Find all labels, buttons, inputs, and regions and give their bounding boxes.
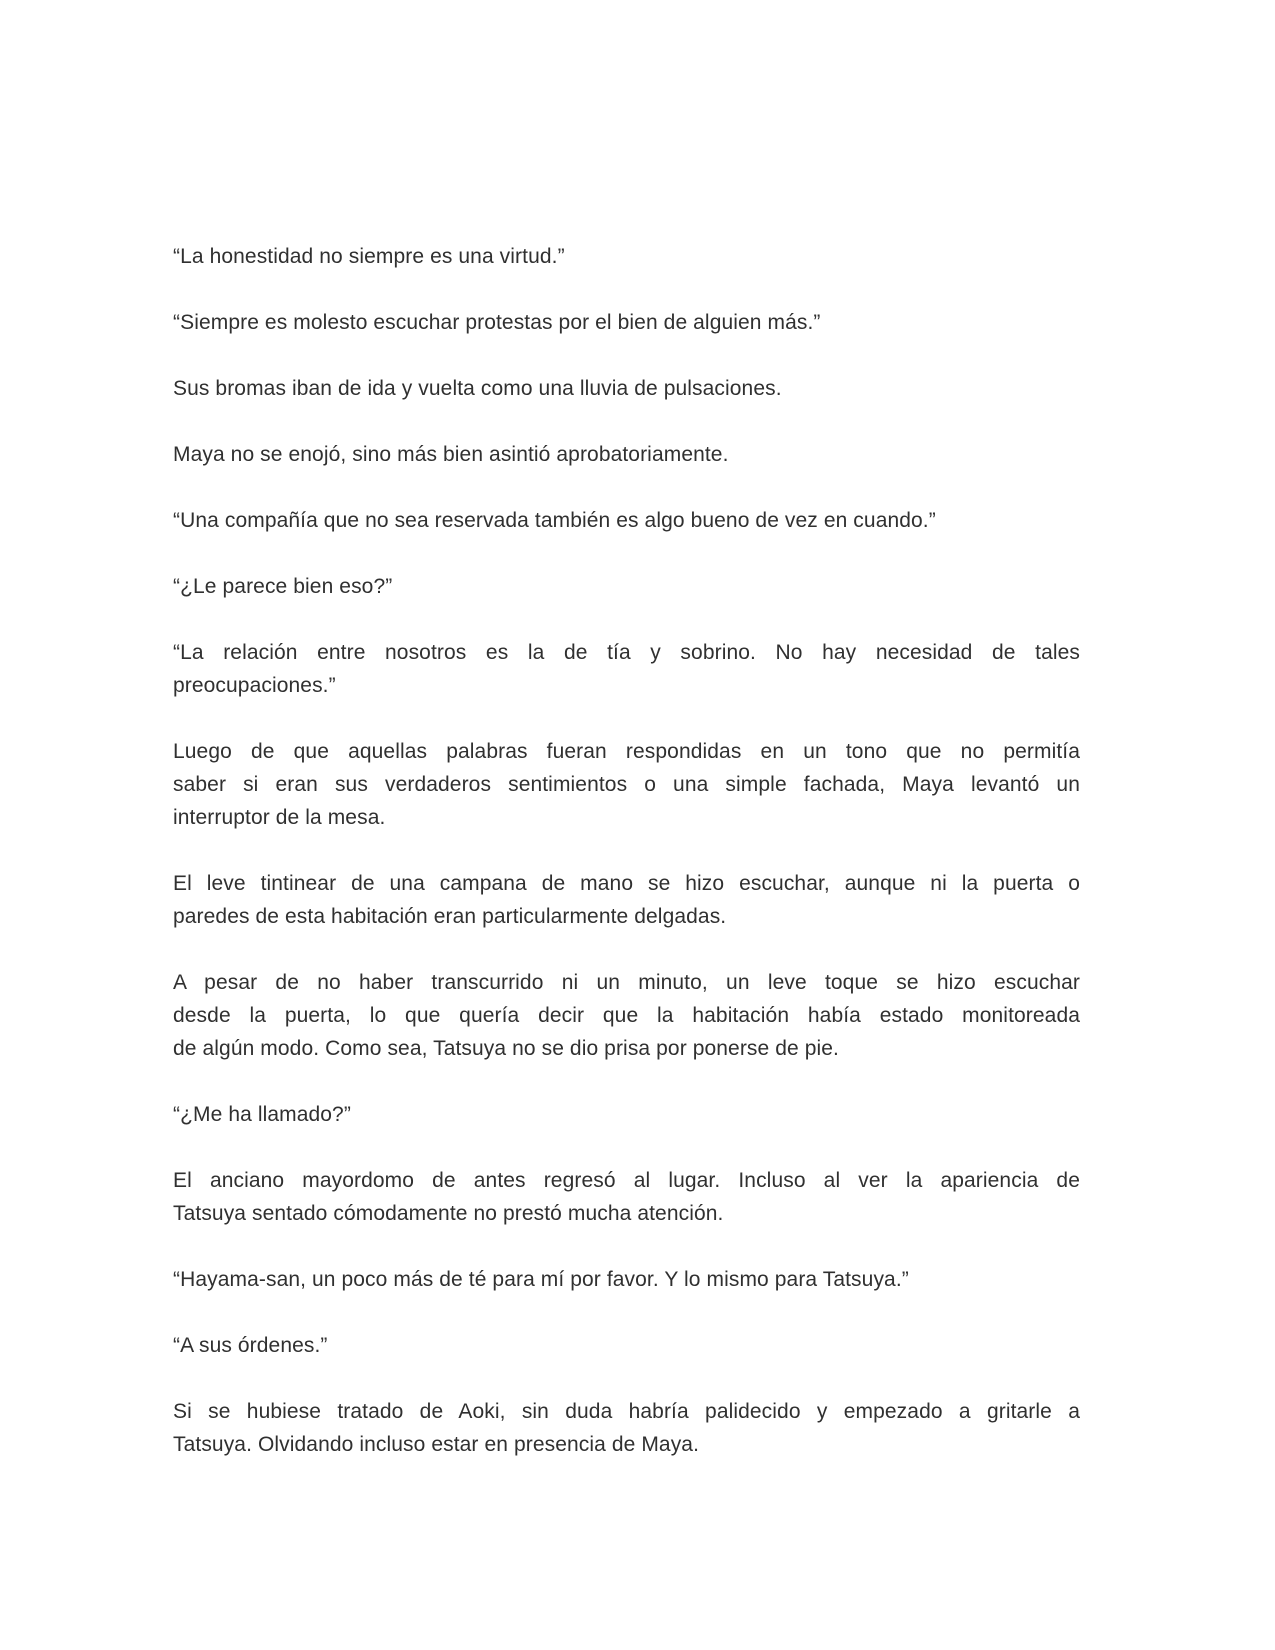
paragraph: [173, 306, 1080, 339]
text-line: A pesar de no haber transcurrido ni un minuto, un leve toque se hizo escuchar: [173, 971, 1080, 994]
text-line: Luego de que aquellas palabras fueran respondidas en un tono que no permitía: [173, 740, 1080, 763]
paragraph: [173, 735, 1080, 834]
text-line: interruptor de la mesa.: [173, 806, 386, 829]
text-line: “Una compañía que no sea reservada también es algo bueno de vez en cuando.”: [173, 509, 936, 532]
paragraph: [173, 1164, 1080, 1230]
paragraph: [173, 867, 1080, 933]
paragraph: [173, 570, 1080, 603]
text-line: Tatsuya. Olvidando incluso estar en presencia de Maya.: [173, 1433, 700, 1456]
paragraph: [173, 372, 1080, 405]
paragraph: [173, 1395, 1080, 1461]
text-line: desde la puerta, lo que quería decir que la habitación había estado monitoreada: [173, 1004, 1080, 1027]
text-line: “Hayama-san, un poco más de té para mí por favor. Y lo mismo para Tatsuya.”: [173, 1268, 909, 1291]
text-line: Sus bromas iban de ida y vuelta como una lluvia de pulsaciones.: [173, 377, 782, 400]
text-line: “La honestidad no siempre es una virtud.”: [173, 245, 565, 268]
paragraph: [173, 966, 1080, 1065]
text-line: Tatsuya sentado cómodamente no prestó mucha atención.: [173, 1202, 724, 1225]
paragraph: [173, 636, 1080, 702]
text-line: El leve tintinear de una campana de mano se hizo escuchar, aunque ni la puerta o: [173, 872, 1080, 895]
text-line: paredes de esta habitación eran particularmente delgadas.: [173, 905, 727, 928]
paragraph: [173, 438, 1080, 471]
paragraph: [173, 1329, 1080, 1362]
text-line: saber si eran sus verdaderos sentimientos o una simple fachada, Maya levantó un: [173, 773, 1080, 796]
text-line: preocupaciones.”: [173, 674, 336, 697]
paragraph: [173, 504, 1080, 537]
text-line: “¿Le parece bien eso?”: [173, 575, 393, 598]
text-line: Si se hubiese tratado de Aoki, sin duda habría palidecido y empezado a gritarle a: [173, 1400, 1080, 1423]
text-line: “Siempre es molesto escuchar protestas por el bien de alguien más.”: [173, 311, 821, 334]
text-line: “¿Me ha llamado?”: [173, 1103, 351, 1126]
paragraph: [173, 1098, 1080, 1131]
paragraph: [173, 240, 1080, 273]
paragraph: [173, 1263, 1080, 1296]
text-line: de algún modo. Como sea, Tatsuya no se dio prisa por ponerse de pie.: [173, 1037, 839, 1060]
text-line: Maya no se enojó, sino más bien asintió aprobatoriamente.: [173, 443, 729, 466]
text-line: “A sus órdenes.”: [173, 1334, 328, 1357]
document-body-text: [173, 240, 1080, 1461]
text-line: “La relación entre nosotros es la de tía y sobrino. No hay necesidad de tales: [173, 641, 1080, 664]
text-line: El anciano mayordomo de antes regresó al lugar. Incluso al ver la apariencia de: [173, 1169, 1080, 1192]
